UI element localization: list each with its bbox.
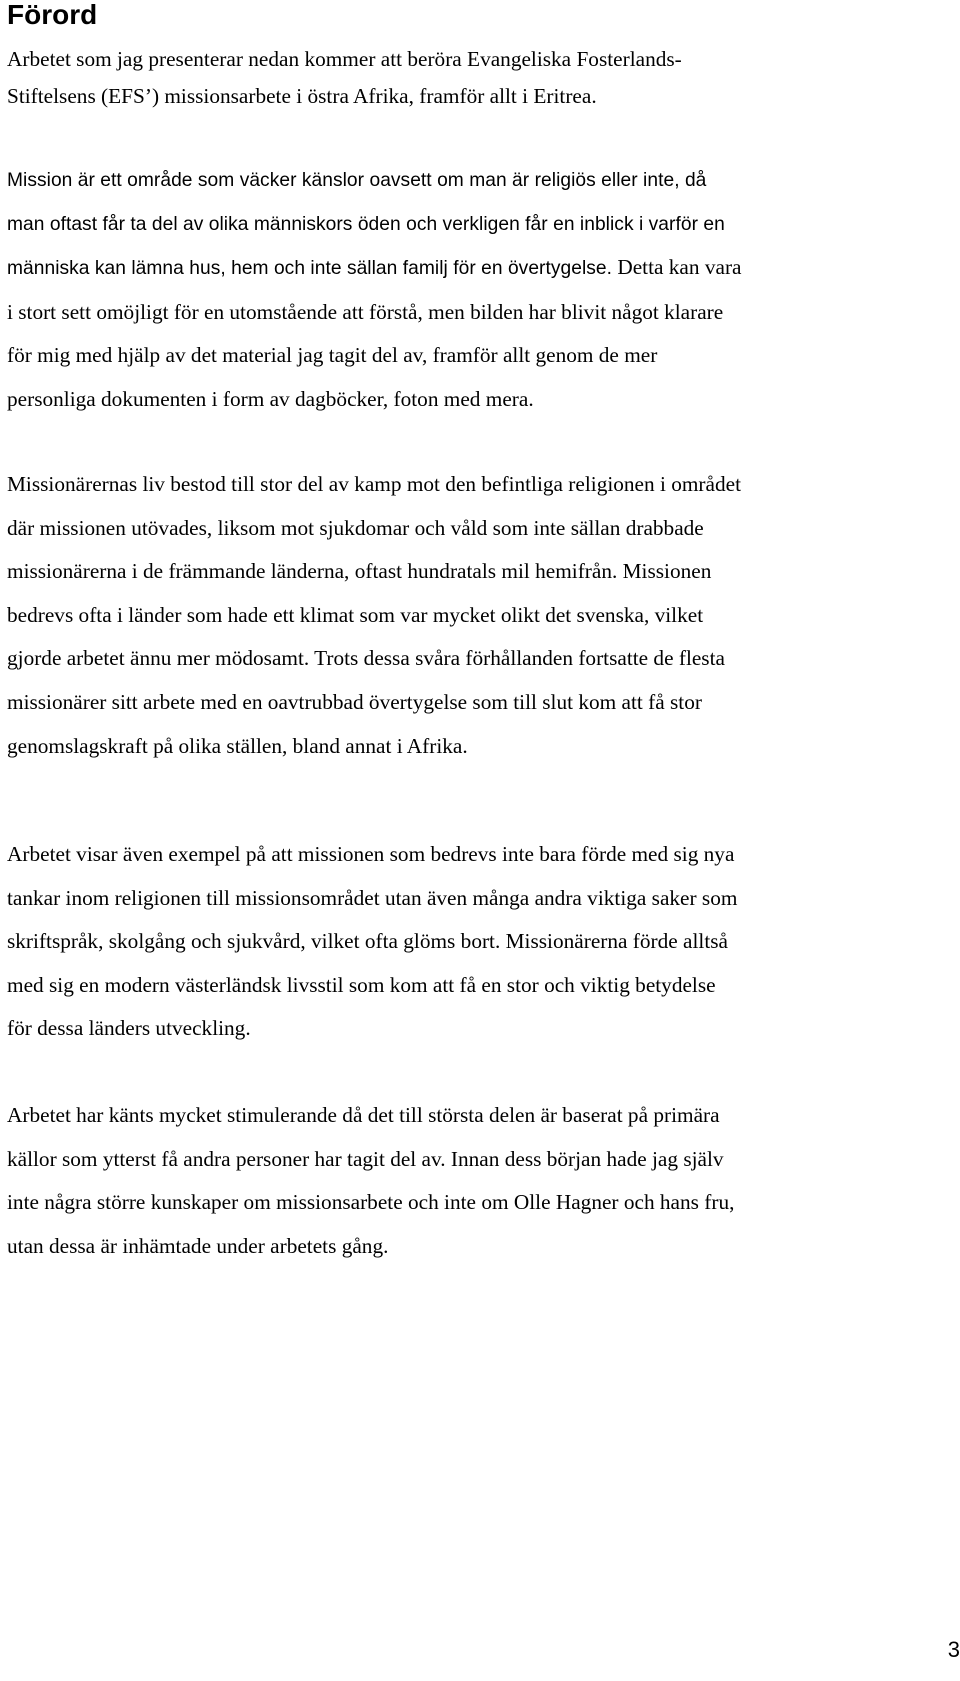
paragraph-line: skriftspråk, skolgång och sjukvård, vilket ofta glöms bort. Missionärerna förde alltså	[7, 929, 728, 954]
paragraph-line: genomslagskraft på olika ställen, bland annat i Afrika.	[7, 733, 468, 758]
paragraph-influence	[7, 833, 955, 1051]
page-number: 3	[947, 1637, 960, 1662]
paragraph-sources	[7, 1094, 955, 1268]
paragraph-line: tankar inom religionen till missionsområdet utan även många andra viktiga saker som	[7, 885, 738, 910]
intro-line: Arbetet som jag presenterar nedan kommer att beröra Evangeliska Fosterlands-	[7, 47, 682, 71]
paragraph-line: Arbetet har känts mycket stimulerande då det till största delen är baserat på primära	[7, 1103, 720, 1127]
paragraph-line-mixed	[7, 246, 955, 291]
paragraph-line: man oftast får ta del av olika människors öden och verkligen får en inblick i varför en	[7, 213, 725, 235]
paragraph-mission	[7, 159, 955, 422]
paragraph-line: för dessa länders utveckling.	[7, 1016, 251, 1041]
paragraph-line: för mig med hjälp av det material jag tagit del av, framför allt genom de mer	[7, 343, 658, 368]
paragraph-line: bedrevs ofta i länder som hade ett klimat som var mycket olikt det svenska, vilket	[7, 602, 704, 627]
paragraph-line: utan dessa är inhämtade under arbetets gång.	[7, 1233, 389, 1258]
paragraph-line: inte några större kunskaper om missionsarbete och inte om Olle Hagner och hans fru,	[7, 1190, 735, 1215]
paragraph-line: med sig en modern västerländsk livsstil som kom att få en stor och viktig betydelse	[7, 972, 716, 997]
paragraph-line: gjorde arbetet ännu mer mödosamt. Trots dessa svåra förhållanden fortsatte de flesta	[7, 646, 725, 671]
paragraph-line: missionärer sitt arbete med en oavtrubbad övertygelse som till slut kom att få stor	[7, 689, 702, 714]
paragraph-fragment: Detta kan vara	[612, 255, 742, 280]
paragraph-line: Mission är ett område som väcker känslor oavsett om man är religiös eller inte, då	[7, 170, 707, 191]
paragraph-line: Missionärernas liv bestod till stor del av kamp mot den befintliga religionen i området	[7, 472, 741, 496]
page-title: Förord	[7, 0, 98, 30]
paragraph-line: i stort sett omöjligt för en utomstående att förstå, men bilden har blivit något klarare	[7, 299, 724, 324]
paragraph-line: missionärerna i de främmande länderna, oftast hundratals mil hemifrån. Missionen	[7, 559, 712, 584]
intro-line: Stiftelsens (EFS’) missionsarbete i östra Afrika, framför allt i Eritrea.	[7, 84, 597, 108]
paragraph-line: personliga dokumenten i form av dagböcker, foton med mera.	[7, 386, 534, 411]
paragraph-line: källor som ytterst få andra personer har tagit del av. Innan dess början hade jag själv	[7, 1146, 724, 1171]
paragraph-missionaries	[7, 463, 955, 768]
document-page	[7, 0, 955, 1258]
paragraph-fragment: människa kan lämna hus, hem och inte sällan familj för en övertygelse.	[7, 258, 613, 280]
paragraph-line: där missionen utövades, liksom mot sjukdomar och våld som inte sällan drabbade	[7, 515, 704, 540]
paragraph-line: Arbetet visar även exempel på att missionen som bedrevs inte bara förde med sig nya	[7, 842, 735, 866]
intro-paragraph	[7, 41, 955, 115]
